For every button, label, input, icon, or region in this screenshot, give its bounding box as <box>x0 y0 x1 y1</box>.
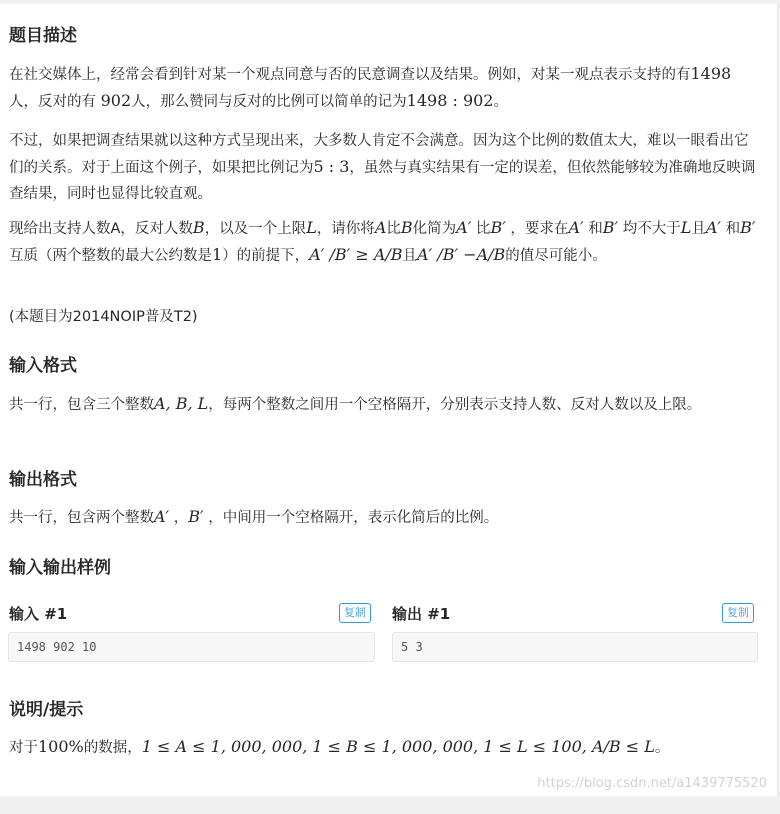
copy-input-button[interactable]: 复制 <box>339 603 371 623</box>
description-paragraph-4: (本题目为2014NOIP普及T2) <box>9 309 198 325</box>
samples-heading: 输入输出样例 <box>9 558 111 578</box>
hint-text: 对于100%的数据，1 ≤ A ≤ 1, 000, 000, 1 ≤ B ≤ 1, 000, 000, 1 ≤ L ≤ 100, A/B ≤ L。 <box>9 737 670 756</box>
output-format-heading: 输出格式 <box>9 470 77 490</box>
copy-output-button[interactable]: 复制 <box>722 603 754 623</box>
description-heading: 题目描述 <box>9 26 77 46</box>
sample-input-box: 1498 902 10 <box>8 632 375 662</box>
input-format-text: 共一行，包含三个整数A, B, L，每两个整数之间用一个空格隔开，分别表示支持人数、反对人数以及上限。 <box>9 394 702 413</box>
sample-output-box: 5 3 <box>392 632 758 662</box>
sample-input-label: 输入 #1 <box>9 605 68 623</box>
hint-heading: 说明/提示 <box>9 700 84 720</box>
description-paragraph-3: 现给出支持人数A，反对人数B，以及一个上限L，请你将A比B化简为A′ 比B′ ，要求在A′ 和B′ 均不大于L且A′ 和B′ 互质（两个整数的最大公约数是1）的前提下，A′ /B′ ≥ A/B且A′ /B′ −A/B的值尽可能小。 <box>9 218 756 264</box>
watermark: https://blog.csdn.net/a1439775520 <box>537 776 767 791</box>
description-paragraph-2: 不过，如果把调查结果就以这种方式呈现出来，大多数人肯定不会满意。因为这个比例的数值太大，难以一眼看出它们的关系。对于上面这个例子，如果把比例记为5 : 3，虽然与真实结果有一定的误差，但依然能够较为准确地反映调查结果，同时也显得比较直观。 <box>9 133 756 202</box>
output-format-text: 共一行，包含两个整数A′ ，B′ ，中间用一个空格隔开，表示化简后的比例。 <box>9 507 499 526</box>
problem-page <box>0 4 778 796</box>
input-format-heading: 输入格式 <box>9 356 77 376</box>
sample-output-label: 输出 #1 <box>392 605 451 623</box>
description-paragraph-1: 在社交媒体上，经常会看到针对某一个观点同意与否的民意调查以及结果。例如，对某一观点表示支持的有1498 人，反对的有 902人，那么赞同与反对的比例可以简单的记为1498 : 902。 <box>9 64 732 110</box>
